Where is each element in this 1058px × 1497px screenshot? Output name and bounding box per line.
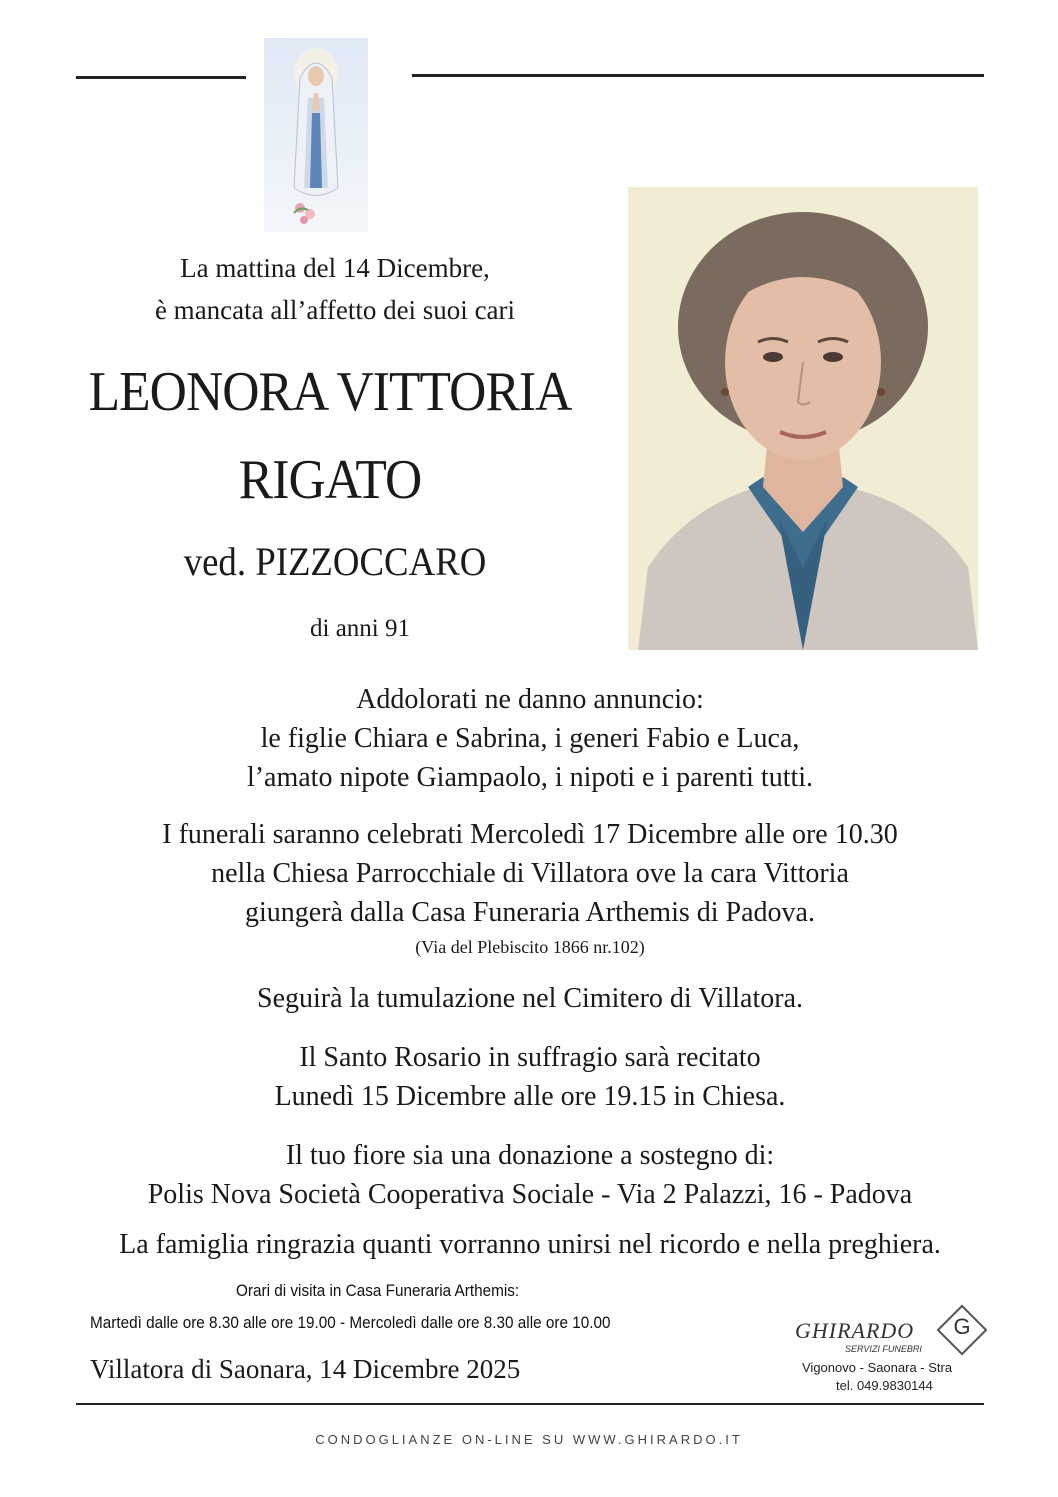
agency-monogram: G — [953, 1314, 971, 1339]
announcement-line-1: Addolorati ne danno annuncio: — [356, 684, 704, 715]
agency-name: GHIRARDO — [795, 1318, 915, 1343]
top-rule-left — [76, 76, 246, 79]
agency-subtitle: SERVIZI FUNEBRI — [845, 1344, 922, 1354]
bottom-rule — [76, 1403, 984, 1405]
agency-locations: Vigonovo - Saonara - Stra — [802, 1360, 953, 1375]
thanks-text: La famiglia ringrazia quanti vorranno unirsi nel ricordo e nella preghiera. — [119, 1229, 941, 1260]
intro-line-2: è mancata all’affetto dei suoi cari — [154, 295, 516, 325]
deceased-surname: RIGATO — [238, 449, 422, 511]
madonna-holy-image — [264, 38, 368, 232]
ghirardo-logo — [795, 1318, 922, 1354]
footer-condolences: CONDOGLIANZE ON-LINE SU WWW.GHIRARDO.IT — [315, 1432, 743, 1447]
place-date: Villatora di Saonara, 14 Dicembre 2025 — [90, 1354, 521, 1384]
donation-line-2: Polis Nova Società Cooperativa Sociale - Via 2 Palazzi, 16 - Padova — [147, 1179, 913, 1210]
top-rule-right — [412, 74, 984, 77]
visiting-hours: Martedì dalle ore 8.30 alle ore 19.00 - Mercoledì dalle ore 8.30 alle ore 10.00 — [90, 1313, 611, 1332]
funeral-line-2: nella Chiesa Parrocchiale di Villatora ove la cara Vittoria — [211, 858, 849, 889]
announcement-line-3: l’amato nipote Giampaolo, i nipoti e i parenti tutti. — [246, 762, 814, 793]
visiting-title: Orari di visita in Casa Funeraria Arthemis: — [236, 1281, 520, 1300]
announcement-line-2: le figlie Chiara e Sabrina, i generi Fabio e Luca, — [260, 723, 800, 754]
funeral-address: (Via del Plebiscito 1866 nr.102) — [415, 937, 645, 957]
portrait-photo — [628, 187, 978, 650]
burial-text: Seguirà la tumulazione nel Cimitero di Villatora. — [257, 983, 803, 1014]
funeral-line-3: giungerà dalla Casa Funeraria Arthemis di Padova. — [245, 897, 815, 928]
deceased-widow-of: ved. PIZZOCCARO — [183, 539, 487, 584]
rosary-line-2: Lunedì 15 Dicembre alle ore 19.15 in Chiesa. — [274, 1081, 786, 1112]
intro-line-1: La mattina del 14 Dicembre, — [180, 253, 490, 283]
rosary-line-1: Il Santo Rosario in suffragio sarà recitato — [299, 1042, 761, 1073]
deceased-age: di anni 91 — [310, 615, 410, 642]
agency-phone: tel. 049.9830144 — [836, 1378, 933, 1393]
deceased-first-names: LEONORA VITTORIA — [88, 361, 572, 423]
donation-line-1: Il tuo fiore sia una donazione a sostegno di: — [285, 1140, 775, 1171]
funeral-line-1: I funerali saranno celebrati Mercoledì 17 Dicembre alle ore 10.30 — [162, 819, 898, 850]
